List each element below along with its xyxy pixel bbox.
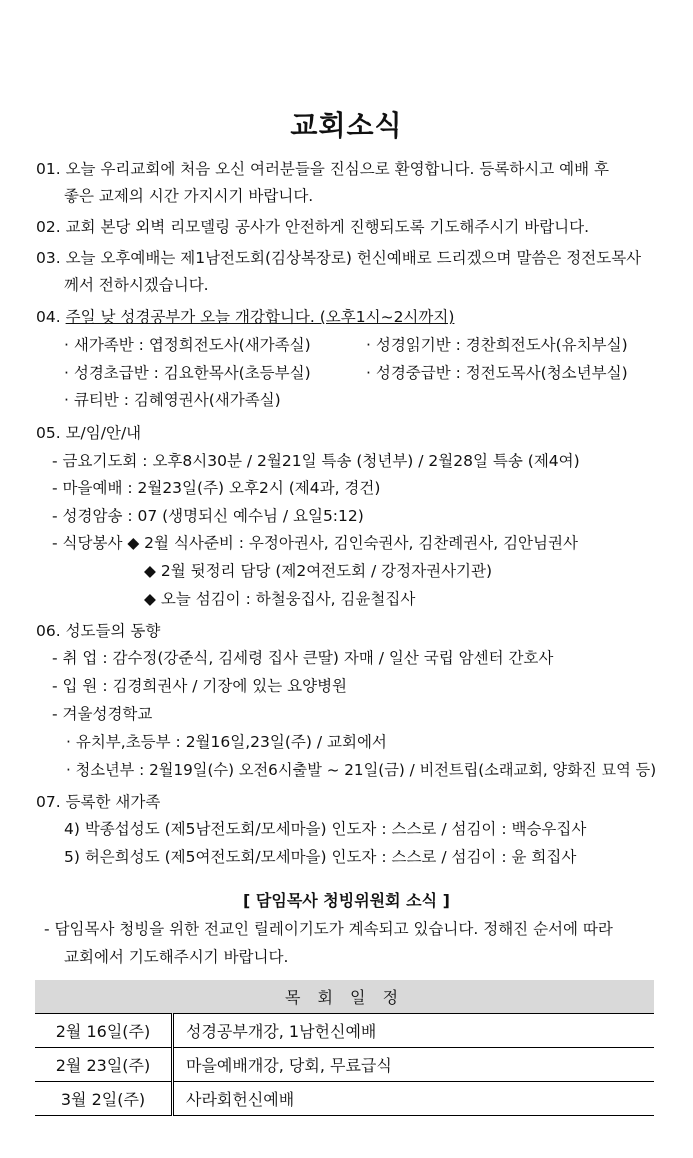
notice-06-heading: 06. 성도들의 동향 — [36, 622, 161, 640]
member-employment: - 취 업 : 감수정(강준식, 김세령 집사 큰딸) 자매 / 일산 국립 암센터 간호사 — [52, 649, 554, 667]
village-worship: - 마을예배 : 2월23일(주) 오후2시 (제4과, 경건) — [52, 479, 381, 497]
new-member-4: 4) 박종섭성도 (제5남전도회/모세마을) 인도자 : 스스로 / 섬김이 : 백승우집사 — [64, 820, 587, 838]
schedule-header-row — [35, 980, 654, 1014]
page-title: 교회소식 — [290, 109, 403, 142]
schedule-table — [35, 980, 654, 1116]
class-intermediate: · 성경중급반 : 정전도목사(청소년부실) — [366, 364, 628, 382]
committee-heading: [ 담임목사 청빙위원회 소식 ] — [243, 891, 450, 910]
class-beginner: · 성경초급반 : 김요한목사(초등부실) — [64, 364, 311, 382]
committee-line1: - 담임목사 청빙을 위한 전교인 릴레이기도가 계속되고 있습니다. 정해진 순서에 따라 — [44, 920, 613, 938]
schedule-event: 사라회헌신예배 — [173, 1082, 655, 1116]
winter-school-kids: · 유치부,초등부 : 2월16일,23일(주) / 교회에서 — [66, 733, 387, 751]
class-reading: · 성경읽기반 : 경찬희전도사(유치부실) — [366, 336, 628, 354]
schedule-date: 2월 23일(주) — [35, 1048, 173, 1082]
kitchen-service: - 식당봉사 ◆ 2월 식사준비 : 우정아권사, 김인숙권사, 김찬례권사, 김안님권사 — [52, 534, 578, 552]
committee-line2: 교회에서 기도해주시기 바랍니다. — [64, 948, 289, 966]
schedule-header: 목 회 일 정 — [35, 980, 654, 1014]
notice-01-line1: 01. 오늘 우리교회에 처음 오신 여러분들을 진심으로 환영합니다. 등록하시고 예배 후 — [36, 160, 609, 178]
table-row — [35, 1014, 654, 1048]
today-servants: ◆ 오늘 섬김이 : 하철웅집사, 김윤철집사 — [144, 590, 416, 608]
notice-03-line2: 께서 전하시겠습니다. — [64, 276, 209, 294]
notice-07-heading: 07. 등록한 새가족 — [36, 793, 161, 811]
notice-05-heading: 05. 모/임/안/내 — [36, 424, 142, 442]
notice-01-line2: 좋은 교제의 시간 가지시기 바랍니다. — [64, 187, 314, 205]
bible-recitation: - 성경암송 : 07 (생명되신 예수님 / 요일5:12) — [52, 507, 364, 525]
member-hospital: - 입 원 : 김경희권사 / 기장에 있는 요양병원 — [52, 677, 348, 695]
schedule-event: 마을예배개강, 당회, 무료급식 — [173, 1048, 655, 1082]
notice-03-line1: 03. 오늘 오후예배는 제1남전도회(김상복장로) 헌신예배로 드리겠으며 말씀은 정전도목사 — [36, 249, 642, 267]
winter-school-youth: · 청소년부 : 2월19일(수) 오전6시출발 ~ 21일(금) / 비전트립(소래교회, 양화진 묘역 등) — [66, 761, 657, 779]
table-row — [35, 1082, 654, 1116]
friday-prayer: - 금요기도회 : 오후8시30분 / 2월21일 특송 (청년부) / 2월28일 특송 (제4여) — [52, 452, 580, 470]
notice-04-number: 04. — [36, 308, 61, 326]
winter-bible-school: - 겨울성경학교 — [52, 705, 153, 723]
table-row — [35, 1048, 654, 1082]
class-qt: · 큐티반 : 김혜영권사(새가족실) — [64, 391, 281, 409]
schedule-event: 성경공부개강, 1남헌신예배 — [173, 1014, 655, 1048]
schedule-date: 3월 2일(주) — [35, 1082, 173, 1116]
schedule-date: 2월 16일(주) — [35, 1014, 173, 1048]
class-newfamily: · 새가족반 : 엽정희전도사(새가족실) — [64, 336, 311, 354]
cleanup-duty: ◆ 2월 뒷정리 담당 (제2여전도회 / 강정자권사기관) — [144, 562, 493, 580]
new-member-5: 5) 허은희성도 (제5여전도회/모세마을) 인도자 : 스스로 / 섬김이 : 윤 희집사 — [64, 848, 577, 866]
notice-04 — [36, 306, 454, 328]
notice-04-heading: 주일 낮 성경공부가 오늘 개강합니다. (오후1시~2시까지) — [65, 308, 455, 326]
notice-02: 02. 교회 본당 외벽 리모델링 공사가 안전하게 진행되도록 기도해주시기 바랍니다. — [36, 218, 590, 236]
